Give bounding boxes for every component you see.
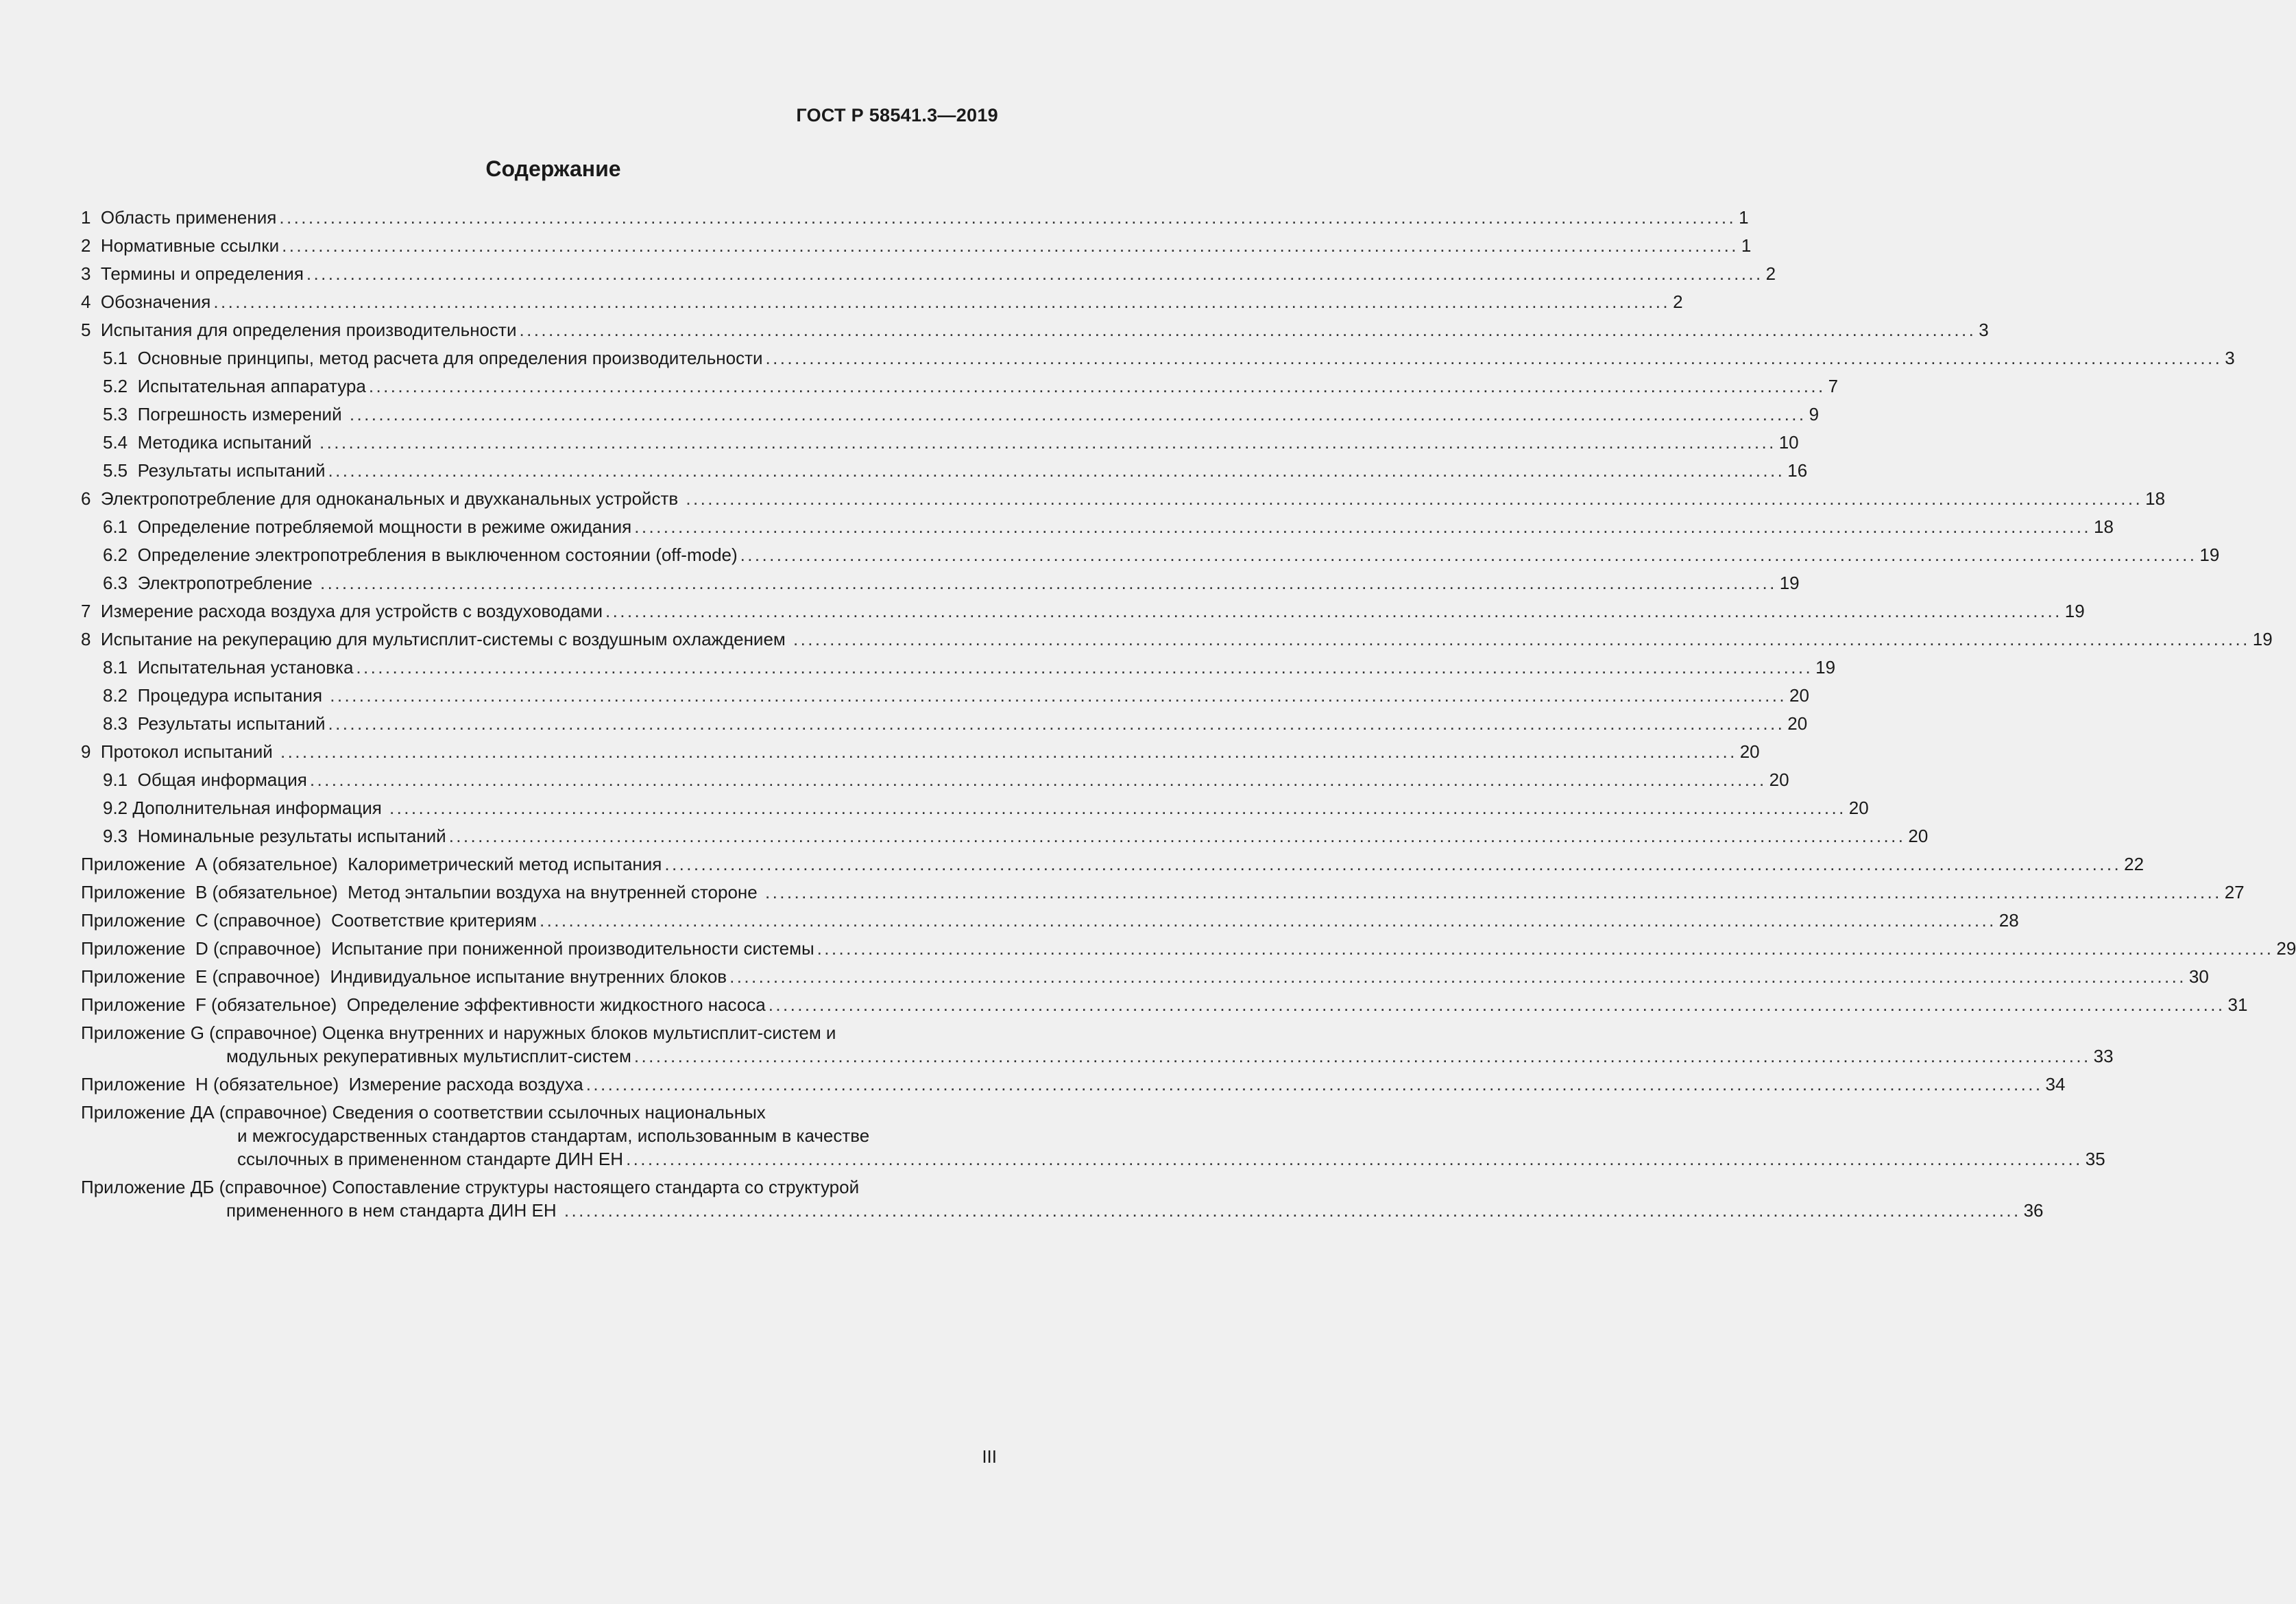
toc-entry-text: 2 Нормативные ссылки [81, 235, 280, 256]
toc-entry[interactable] [81, 627, 2273, 651]
toc-page-number: 20 [1787, 713, 1808, 734]
toc-entry-text: 5.3 Погрешность измерений [103, 404, 347, 424]
toc-entry-text: 5 Испытания для определения производительности [81, 320, 517, 340]
toc-leader-dots: ........................................................................................................................................................................................................ [729, 966, 2186, 987]
toc-page-number: 35 [2085, 1149, 2105, 1169]
toc-entry[interactable] [81, 768, 1789, 791]
toc-entry[interactable] [81, 234, 1752, 257]
toc-entry[interactable] [81, 459, 1808, 482]
toc-annex-entry[interactable] [81, 1175, 2044, 1222]
toc-entry-text: 8 Испытание на рекуперацию для мультисплит-системы с воздушным охлаждением [81, 629, 791, 649]
toc-page-number: 36 [2023, 1200, 2044, 1221]
toc-entry[interactable] [81, 487, 2166, 510]
toc-entry[interactable] [81, 796, 1869, 819]
toc-entry-text: Приложение Н (обязательное) Измерение расхода воздуха [81, 1074, 583, 1094]
toc-leader-dots: ........................................................................................................................................................................................................ [349, 404, 1806, 424]
toc-leader-dots: ........................................................................................................................................................................................................ [633, 1046, 2091, 1066]
toc-page-number: 22 [2124, 854, 2144, 874]
table-of-contents [81, 206, 2296, 1227]
toc-leader-dots: ........................................................................................................................................................................................................ [634, 516, 2091, 537]
toc-entry[interactable] [81, 318, 1989, 342]
toc-leader-dots: ........................................................................................................................................................................................................ [328, 713, 1785, 734]
toc-entry-text: 1 Область применения [81, 207, 277, 228]
toc-leader-dots: ........................................................................................................................................................................................................ [328, 460, 1785, 481]
toc-entry[interactable] [81, 346, 2235, 370]
toc-entry-text: Приложение В (обязательное) Метод энтальпии воздуха на внутренней стороне [81, 882, 762, 902]
toc-entry-text: 8.2 Процедура испытания [103, 685, 328, 706]
toc-entry[interactable] [81, 599, 2085, 623]
toc-entry[interactable] [81, 656, 1836, 679]
toc-page-number: 20 [1769, 769, 1789, 790]
toc-annex-entry[interactable] [81, 1101, 2105, 1171]
toc-page-number: 20 [1789, 685, 1809, 706]
toc-entry-text: 7 Измерение расхода воздуха для устройств с воздуховодами [81, 601, 603, 621]
toc-entry-text: 5.2 Испытательная аппаратура [103, 376, 366, 396]
toc-leader-dots: ........................................................................................................................................................................................................ [319, 432, 1776, 453]
toc-entry-text: 6 Электропотребление для одноканальных и двухканальных устройств [81, 488, 684, 509]
toc-leader-dots: ........................................................................................................................................................................................................ [664, 854, 2122, 874]
toc-entry[interactable] [81, 543, 2220, 566]
toc-annex-entry[interactable] [81, 993, 2248, 1016]
toc-leader-dots: ........................................................................................................................................................................................................ [309, 769, 1767, 790]
toc-annex-entry[interactable] [81, 909, 2019, 932]
toc-entry-text: 8.1 Испытательная установка [103, 657, 354, 678]
toc-page-number: 2 [1765, 263, 1776, 284]
toc-page-number: 1 [1741, 235, 1752, 256]
toc-entry-text: 9.1 Общая информация [103, 769, 307, 790]
toc-leader-dots: ........................................................................................................................................................................................................ [793, 629, 2250, 649]
toc-leader-dots: ........................................................................................................................................................................................................ [768, 994, 2225, 1015]
toc-entry-text: 9 Протокол испытаний [81, 741, 278, 762]
toc-page-number: 20 [1848, 798, 1869, 818]
toc-leader-dots: ........................................................................................................................................................................................................ [626, 1149, 2083, 1169]
toc-annex-line: Приложение ДА (справочное) Сведения о соответствии ссылочных национальных [81, 1102, 766, 1123]
toc-leader-dots: ........................................................................................................................................................................................................ [764, 882, 2222, 902]
toc-title: Содержание [485, 156, 621, 181]
toc-page-number: 33 [2093, 1046, 2114, 1066]
toc-page-number: 18 [2093, 516, 2114, 537]
toc-entry-text: ссылочных в примененном стандарте ДИН ЕН [237, 1149, 624, 1169]
toc-page-number: 28 [1998, 910, 2019, 931]
toc-leader-dots: ........................................................................................................................................................................................................ [389, 798, 1846, 818]
toc-entry-text: 9.2 Дополнительная информация [103, 798, 387, 818]
toc-leader-dots: ........................................................................................................................................................................................................ [765, 348, 2223, 368]
toc-entry-text: Приложение F (обязательное) Определение эффективности жидкостного насоса [81, 994, 766, 1015]
toc-entry-text: 6.2 Определение электропотребления в выключенном состоянии (off-mode) [103, 544, 738, 565]
toc-leader-dots: ........................................................................................................................................................................................................ [368, 376, 1826, 396]
toc-page-number: 19 [1815, 657, 1836, 678]
toc-page-number: 18 [2145, 488, 2166, 509]
toc-entry-text: модульных рекуперативных мультисплит-систем [226, 1046, 631, 1066]
toc-leader-dots: ........................................................................................................................................................................................................ [448, 826, 1906, 846]
toc-annex-line: Приложение G (справочное) Оценка внутренних и наружных блоков мультисплит-систем и [81, 1022, 836, 1043]
toc-entry[interactable] [81, 262, 1776, 285]
toc-page-number: 3 [1979, 320, 1989, 340]
toc-entry-text: Приложение С (справочное) Соответствие критериям [81, 910, 537, 931]
toc-entry[interactable] [81, 206, 1749, 229]
toc-leader-dots: ........................................................................................................................................................................................................ [686, 488, 2143, 509]
toc-leader-dots: ........................................................................................................................................................................................................ [282, 235, 1739, 256]
toc-entry-text: 8.3 Результаты испытаний [103, 713, 326, 734]
toc-page-number: 31 [2227, 994, 2248, 1015]
toc-leader-dots: ........................................................................................................................................................................................................ [319, 573, 1777, 593]
toc-page-number: 10 [1778, 432, 1799, 453]
toc-leader-dots: ........................................................................................................................................................................................................ [356, 657, 1813, 678]
toc-entry[interactable] [81, 684, 1809, 707]
toc-annex-entry[interactable] [81, 852, 2144, 876]
toc-leader-dots: ........................................................................................................................................................................................................ [279, 207, 1737, 228]
toc-entry-text: 4 Обозначения [81, 291, 211, 312]
toc-page-number: 19 [2199, 544, 2220, 565]
toc-page-number: 1 [1739, 207, 1749, 228]
toc-entry-text: 3 Термины и определения [81, 263, 304, 284]
toc-page-number: 29 [2276, 938, 2296, 959]
toc-leader-dots: ........................................................................................................................................................................................................ [519, 320, 1977, 340]
toc-page-number: 19 [2064, 601, 2085, 621]
toc-entry-text: Приложение А (обязательное) Калориметрический метод испытания [81, 854, 662, 874]
toc-entry-text: 9.3 Номинальные результаты испытаний [103, 826, 446, 846]
toc-entry-text: Приложение D (справочное) Испытание при пониженной производительности системы [81, 938, 814, 959]
toc-leader-dots: ........................................................................................................................................................................................................ [213, 291, 1671, 312]
toc-leader-dots: ........................................................................................................................................................................................................ [605, 601, 2062, 621]
toc-page-number: 19 [2252, 629, 2273, 649]
toc-leader-dots: ........................................................................................................................................................................................................ [564, 1200, 2021, 1221]
toc-annex-entry[interactable] [81, 965, 2209, 988]
toc-entry[interactable] [81, 290, 1683, 313]
toc-annex-entry[interactable] [81, 937, 2296, 960]
toc-page-number: 20 [1908, 826, 1929, 846]
toc-annex-entry[interactable] [81, 1073, 2066, 1096]
toc-entry-text: 5.4 Методика испытаний [103, 432, 317, 453]
toc-entry[interactable] [81, 824, 1929, 848]
toc-entry-text: Приложение Е (справочное) Индивидуальное испытание внутренних блоков [81, 966, 727, 987]
toc-leader-dots: ........................................................................................................................................................................................................ [817, 938, 2274, 959]
toc-entry[interactable] [81, 403, 1820, 426]
toc-page-number: 9 [1809, 404, 1820, 424]
toc-page-number: 3 [2225, 348, 2235, 368]
toc-annex-entry[interactable] [81, 1021, 2114, 1068]
document-code: ГОСТ Р 58541.3—2019 [796, 105, 998, 125]
toc-page-number: 19 [1779, 573, 1800, 593]
toc-leader-dots: ........................................................................................................................................................................................................ [740, 544, 2197, 565]
toc-leader-dots: ........................................................................................................................................................................................................ [330, 685, 1787, 706]
toc-annex-line: и межгосударственных стандартов стандартам, использованным в качестве [237, 1125, 870, 1146]
toc-page-number: 30 [2188, 966, 2209, 987]
toc-entry-text: 6.1 Определение потребляемой мощности в режиме ожидания [103, 516, 632, 537]
toc-entry-text: 5.5 Результаты испытаний [103, 460, 326, 481]
page-number: III [982, 1446, 997, 1467]
toc-leader-dots: ........................................................................................................................................................................................................ [280, 741, 1737, 762]
toc-entry[interactable] [81, 374, 1839, 398]
toc-entry[interactable] [81, 712, 1808, 735]
toc-page-number: 34 [2045, 1074, 2066, 1094]
toc-page-number: 2 [1673, 291, 1683, 312]
toc-entry-text: 5.1 Основные принципы, метод расчета для определения производительности [103, 348, 763, 368]
toc-leader-dots: ........................................................................................................................................................................................................ [306, 263, 1763, 284]
toc-entry[interactable] [81, 515, 2114, 538]
toc-entry-text: 6.3 Электропотребление [103, 573, 317, 593]
toc-entry[interactable] [81, 740, 1760, 763]
toc-entry[interactable] [81, 571, 1800, 595]
toc-annex-entry[interactable] [81, 881, 2245, 904]
toc-page-number: 27 [2224, 882, 2245, 902]
toc-annex-line: Приложение ДБ (справочное) Сопоставление структуры настоящего стандарта со структурой [81, 1177, 860, 1197]
toc-entry[interactable] [81, 431, 1799, 454]
toc-leader-dots: ........................................................................................................................................................................................................ [540, 910, 1996, 931]
toc-page-number: 20 [1739, 741, 1760, 762]
toc-entry-text: примененного в нем стандарта ДИН ЕН [226, 1200, 561, 1221]
toc-page-number: 7 [1828, 376, 1839, 396]
toc-leader-dots: ........................................................................................................................................................................................................ [585, 1074, 2043, 1094]
toc-page-number: 16 [1787, 460, 1808, 481]
